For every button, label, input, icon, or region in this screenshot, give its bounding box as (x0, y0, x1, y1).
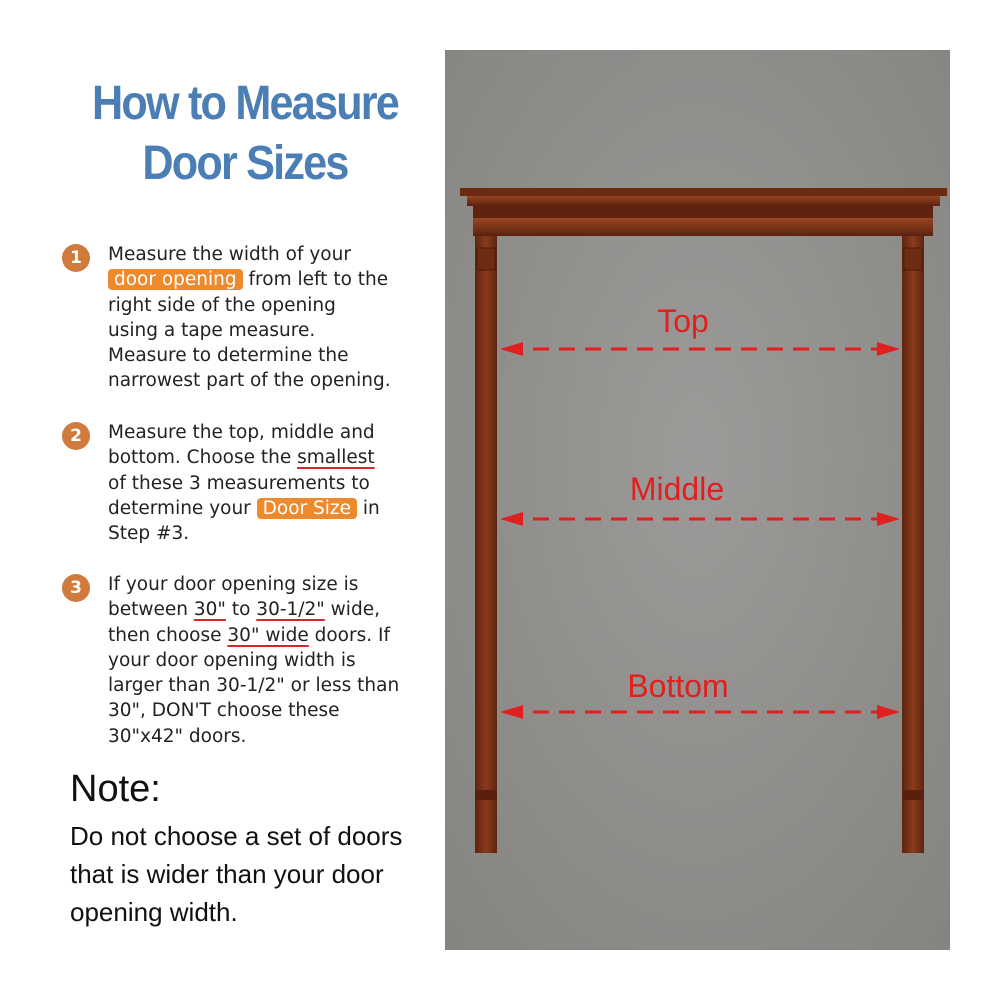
page-subtitle: Door Sizes (142, 137, 348, 190)
step-line-part: determine your (108, 497, 257, 519)
step-line-part: bottom. Choose the (108, 447, 298, 469)
step-line: Measure to determine the (108, 345, 349, 367)
step-line-part: to (225, 599, 257, 621)
underline-30-half: 30-1/2" (256, 599, 325, 621)
note-title: Note: (70, 768, 161, 810)
step-line: If your door opening size is (108, 574, 359, 595)
underline-30-wide: 30" wide (227, 624, 309, 646)
step-line: Measure the width of your (108, 244, 351, 265)
highlight-door-opening: door opening (108, 269, 243, 290)
step-line-part: wide, (324, 599, 380, 621)
step-line-part: between (108, 599, 194, 621)
step-line: narrowest part of the opening. (108, 370, 391, 392)
step-line (108, 597, 448, 622)
step-number-badge: 1 (62, 244, 90, 272)
step-line: Measure the top, middle and (108, 422, 375, 443)
step-line: using a tape measure. (108, 319, 316, 341)
step-line: larger than 30-1/2" or less than (108, 675, 400, 697)
step-line: 30", DON'T choose these (108, 700, 340, 722)
step-line (108, 496, 448, 521)
step-number-badge: 2 (62, 422, 90, 450)
step-line: your door opening width is (108, 649, 356, 671)
step-line-part: in (357, 497, 380, 519)
step-line (108, 445, 448, 470)
step-line (108, 623, 448, 648)
right-door-post (902, 236, 924, 853)
step-line (108, 267, 448, 292)
step-line-part: doors. If (308, 624, 390, 646)
note-body: Do not choose a set of doors that is wider than your door opening width. (70, 821, 403, 927)
underline-30: 30" (193, 599, 226, 621)
step-text (108, 242, 448, 394)
step-line: of these 3 measurements to (108, 472, 370, 494)
label-middle: Middle (629, 471, 725, 507)
page-title: How to Measure (91, 77, 399, 130)
label-bottom: Bottom (627, 668, 729, 704)
left-door-post (475, 236, 497, 853)
step-text (108, 572, 448, 749)
highlight-door-size: Door Size (257, 498, 357, 519)
step-number-badge: 3 (62, 574, 90, 602)
door-frame-diagram (445, 50, 950, 950)
step-line: right side of the opening (108, 294, 336, 316)
step-line: Step #3. (108, 523, 190, 545)
step-line-rest: from left to the (242, 269, 389, 291)
step-line: 30"x42" doors. (108, 725, 247, 747)
underline-smallest: smallest (297, 447, 375, 469)
step-text (108, 420, 448, 546)
door-header (460, 188, 947, 236)
step-line-part: then choose (108, 624, 228, 646)
label-top: Top (657, 303, 709, 339)
